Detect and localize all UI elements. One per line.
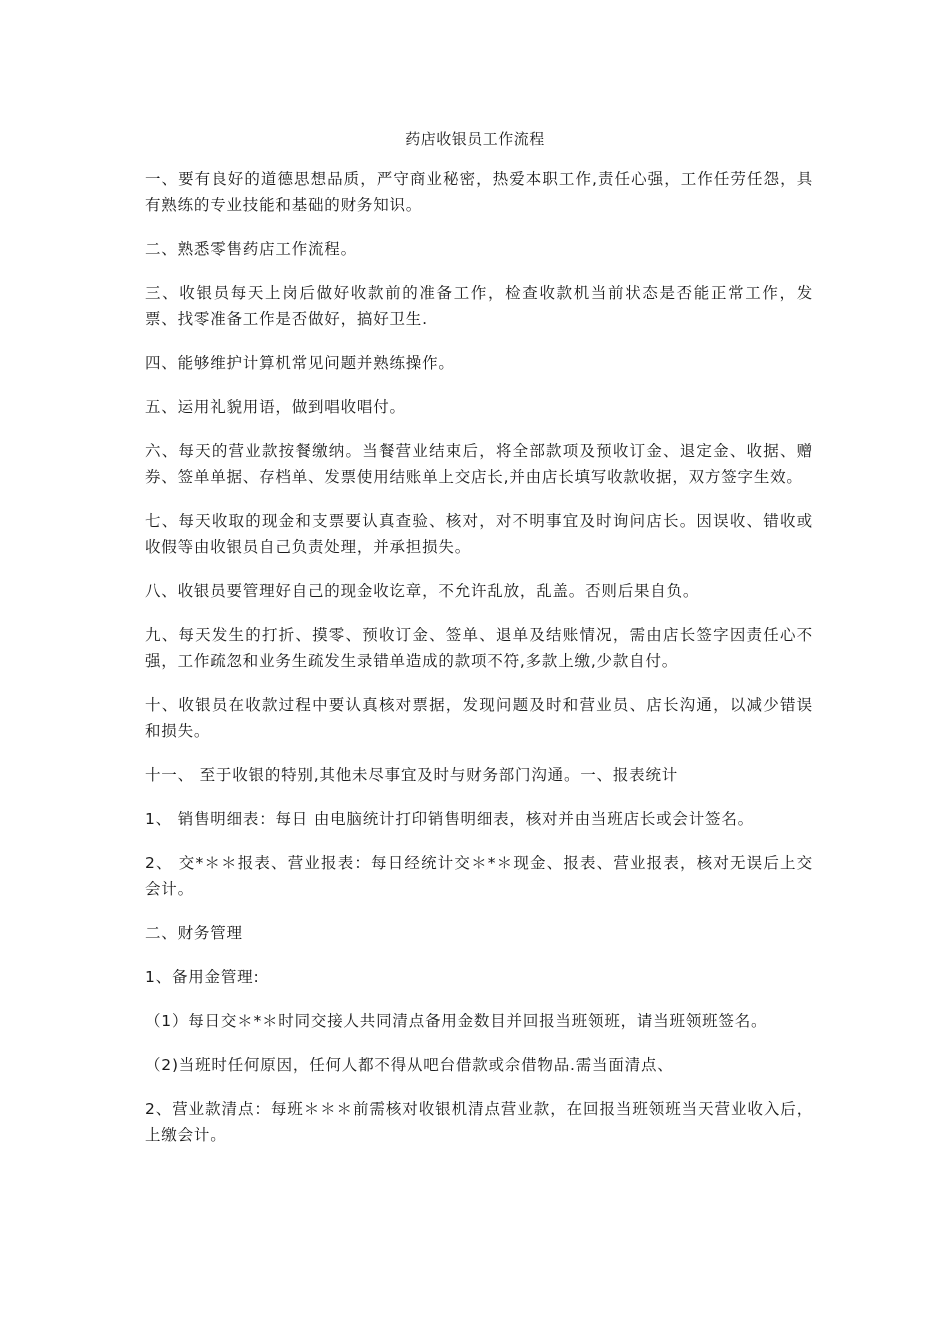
paragraph-2: 二、熟悉零售药店工作流程。 [145, 240, 357, 258]
paragraph-9: 九、每天发生的打折、摸零、预收订金、签单、退单及结账情况，需由店长签字因责任心不强，工作疏忽和业务生疏发生录错单造成的款项不符,多款上缴,少款自付。 [145, 626, 813, 670]
paragraph-8: 八、收银员要管理好自己的现金收讫章，不允许乱放，乱盖。否则后果自负。 [145, 582, 700, 600]
paragraph-6: 六、每天的营业款按餐缴纳。当餐营业结束后，将全部款项及预收订金、退定金、收据、赠券、签单单据、存档单、发票使用结账单上交店长,并由店长填写收款收据，双方签字生效。 [145, 442, 813, 486]
paragraph-1: 一、要有良好的道德思想品质，严守商业秘密，热爱本职工作,责任心强，工作任劳任怨，具有熟练的专业技能和基础的财务知识。 [145, 170, 813, 214]
paragraph-15: 1、备用金管理: [145, 968, 260, 986]
paragraph-14: 二、财务管理 [145, 924, 243, 942]
paragraph-7: 七、每天收取的现金和支票要认真查验、核对，对不明事宜及时询问店长。因误收、错收或收假等由收银员自己负责处理，并承担损失。 [145, 512, 813, 556]
paragraph-17: （2)当班时任何原因，任何人都不得从吧台借款或佘借物品.需当面清点、 [145, 1056, 674, 1074]
paragraph-18: 2、营业款清点：每班＊＊＊前需核对收银机清点营业款，在回报当班领班当天营业收入后，上缴会计。 [145, 1100, 813, 1144]
paragraph-3: 三、收银员每天上岗后做好收款前的准备工作，检查收款机当前状态是否能正常工作，发票、找零准备工作是否做好，搞好卫生. [145, 284, 813, 328]
paragraph-16: （1）每日交＊*＊时同交接人共同清点备用金数目并回报当班领班，请当班领班签名。 [145, 1012, 768, 1030]
paragraph-11: 十一、 至于收银的特别,其他未尽事宜及时与财务部门沟通。一、报表统计 [145, 766, 679, 784]
paragraph-12: 1、 销售明细表：每日 由电脑统计打印销售明细表，核对并由当班店长或会计签名。 [145, 810, 754, 828]
document-body [145, 166, 813, 1166]
paragraph-13: 2、 交*＊＊报表、营业报表：每日经统计交＊*＊现金、报表、营业报表，核对无误后上交会计。 [145, 854, 813, 898]
document-title: 药店收银员工作流程 [405, 130, 545, 148]
paragraph-10: 十、收银员在收款过程中要认真核对票据，发现问题及时和营业员、店长沟通，以减少错误和损失。 [145, 696, 813, 740]
paragraph-4: 四、能够维护计算机常见问题并熟练操作。 [145, 354, 455, 372]
paragraph-5: 五、运用礼貌用语，做到唱收唱付。 [145, 398, 406, 416]
